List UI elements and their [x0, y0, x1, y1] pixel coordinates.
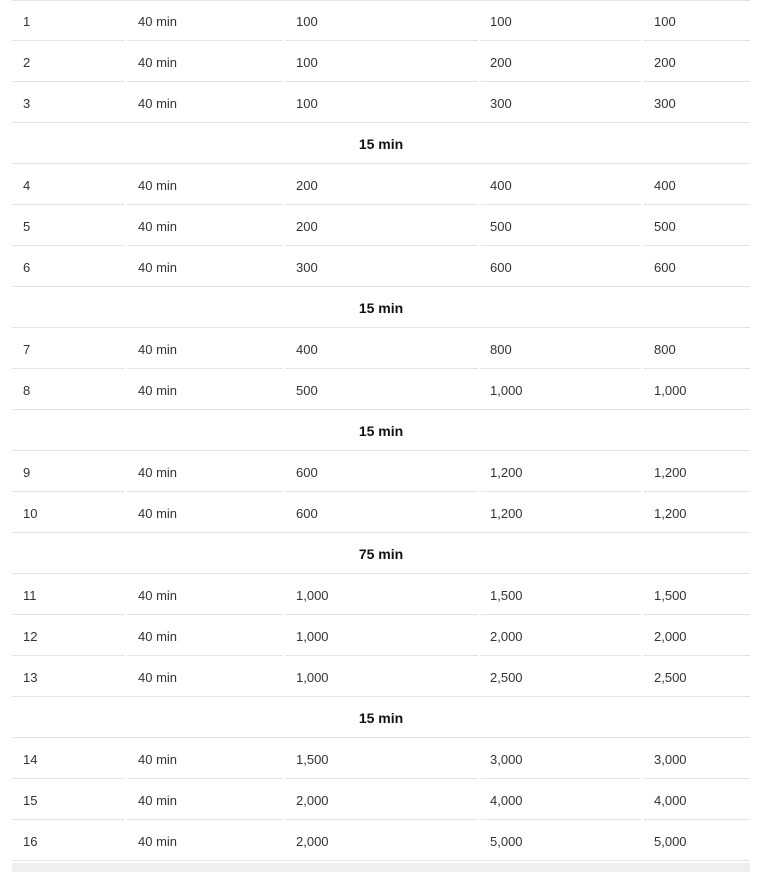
- ante-cell: 200: [296, 178, 318, 193]
- ante-cell: 1,000: [296, 588, 329, 603]
- level-cell: 2: [23, 55, 31, 70]
- duration-cell: 40 min: [138, 260, 178, 275]
- ante-cell: 400: [296, 342, 318, 357]
- break-duration: 15 min: [358, 710, 404, 726]
- big-blind-cell: 800: [654, 342, 676, 357]
- table-row: [12, 738, 750, 779]
- duration-cell: 40 min: [138, 342, 178, 357]
- level-cell: 3: [23, 96, 31, 111]
- row-divider: [12, 860, 750, 861]
- small-blind-cell: 3,000: [490, 752, 523, 767]
- table-row: [12, 41, 750, 82]
- small-blind-cell: 200: [490, 55, 512, 70]
- ante-cell: 100: [296, 14, 318, 29]
- level-cell: 10: [23, 506, 38, 521]
- duration-cell: 40 min: [138, 178, 178, 193]
- table-row: [12, 205, 750, 246]
- break-row: [12, 123, 750, 164]
- duration-cell: 40 min: [138, 670, 178, 685]
- level-cell: 9: [23, 465, 31, 480]
- table-row: [12, 574, 750, 615]
- big-blind-cell: 1,200: [654, 506, 687, 521]
- table-footer-bar: [12, 863, 750, 872]
- table-row: [12, 451, 750, 492]
- small-blind-cell: 4,000: [490, 793, 523, 808]
- break-row: [12, 697, 750, 738]
- duration-cell: 40 min: [138, 834, 178, 849]
- level-cell: 6: [23, 260, 31, 275]
- break-duration: 15 min: [358, 300, 404, 316]
- duration-cell: 40 min: [138, 14, 178, 29]
- small-blind-cell: 1,200: [490, 506, 523, 521]
- big-blind-cell: 500: [654, 219, 676, 234]
- level-cell: 1: [23, 14, 31, 29]
- table-row: [12, 492, 750, 533]
- ante-cell: 100: [296, 96, 318, 111]
- break-duration: 15 min: [358, 136, 404, 152]
- ante-cell: 2,000: [296, 834, 329, 849]
- ante-cell: 600: [296, 506, 318, 521]
- big-blind-cell: 100: [654, 14, 676, 29]
- level-cell: 12: [23, 629, 38, 644]
- small-blind-cell: 2,500: [490, 670, 523, 685]
- table-row: [12, 164, 750, 205]
- duration-cell: 40 min: [138, 219, 178, 234]
- duration-cell: 40 min: [138, 96, 178, 111]
- big-blind-cell: 600: [654, 260, 676, 275]
- table-row: [12, 328, 750, 369]
- duration-cell: 40 min: [138, 793, 178, 808]
- big-blind-cell: 2,500: [654, 670, 687, 685]
- small-blind-cell: 400: [490, 178, 512, 193]
- big-blind-cell: 200: [654, 55, 676, 70]
- ante-cell: 200: [296, 219, 318, 234]
- ante-cell: 500: [296, 383, 318, 398]
- ante-cell: 2,000: [296, 793, 329, 808]
- table-row: [12, 656, 750, 697]
- small-blind-cell: 1,000: [490, 383, 523, 398]
- table-row: [12, 820, 750, 861]
- level-cell: 4: [23, 178, 31, 193]
- level-cell: 14: [23, 752, 38, 767]
- duration-cell: 40 min: [138, 55, 178, 70]
- level-cell: 8: [23, 383, 31, 398]
- duration-cell: 40 min: [138, 465, 178, 480]
- small-blind-cell: 600: [490, 260, 512, 275]
- big-blind-cell: 5,000: [654, 834, 687, 849]
- small-blind-cell: 1,200: [490, 465, 523, 480]
- ante-cell: 100: [296, 55, 318, 70]
- level-cell: 15: [23, 793, 38, 808]
- big-blind-cell: 400: [654, 178, 676, 193]
- duration-cell: 40 min: [138, 629, 178, 644]
- ante-cell: 1,000: [296, 670, 329, 685]
- big-blind-cell: 1,200: [654, 465, 687, 480]
- big-blind-cell: 1,500: [654, 588, 687, 603]
- small-blind-cell: 100: [490, 14, 512, 29]
- table-row: [12, 615, 750, 656]
- duration-cell: 40 min: [138, 752, 178, 767]
- duration-cell: 40 min: [138, 383, 178, 398]
- ante-cell: 1,000: [296, 629, 329, 644]
- duration-cell: 40 min: [138, 588, 178, 603]
- ante-cell: 600: [296, 465, 318, 480]
- small-blind-cell: 800: [490, 342, 512, 357]
- break-row: [12, 410, 750, 451]
- break-duration: 15 min: [358, 423, 404, 439]
- big-blind-cell: 3,000: [654, 752, 687, 767]
- table-row: [12, 246, 750, 287]
- blind-structure-table: [12, 0, 750, 861]
- table-row: [12, 0, 750, 41]
- small-blind-cell: 1,500: [490, 588, 523, 603]
- big-blind-cell: 2,000: [654, 629, 687, 644]
- ante-cell: 300: [296, 260, 318, 275]
- big-blind-cell: 4,000: [654, 793, 687, 808]
- big-blind-cell: 300: [654, 96, 676, 111]
- table-row: [12, 779, 750, 820]
- table-row: [12, 369, 750, 410]
- break-row: [12, 533, 750, 574]
- break-duration: 75 min: [358, 546, 404, 562]
- level-cell: 5: [23, 219, 31, 234]
- level-cell: 16: [23, 834, 38, 849]
- small-blind-cell: 500: [490, 219, 512, 234]
- big-blind-cell: 1,000: [654, 383, 687, 398]
- small-blind-cell: 5,000: [490, 834, 523, 849]
- table-row: [12, 82, 750, 123]
- level-cell: 11: [23, 588, 37, 603]
- level-cell: 7: [23, 342, 31, 357]
- level-cell: 13: [23, 670, 38, 685]
- duration-cell: 40 min: [138, 506, 178, 521]
- small-blind-cell: 2,000: [490, 629, 523, 644]
- break-row: [12, 287, 750, 328]
- small-blind-cell: 300: [490, 96, 512, 111]
- ante-cell: 1,500: [296, 752, 329, 767]
